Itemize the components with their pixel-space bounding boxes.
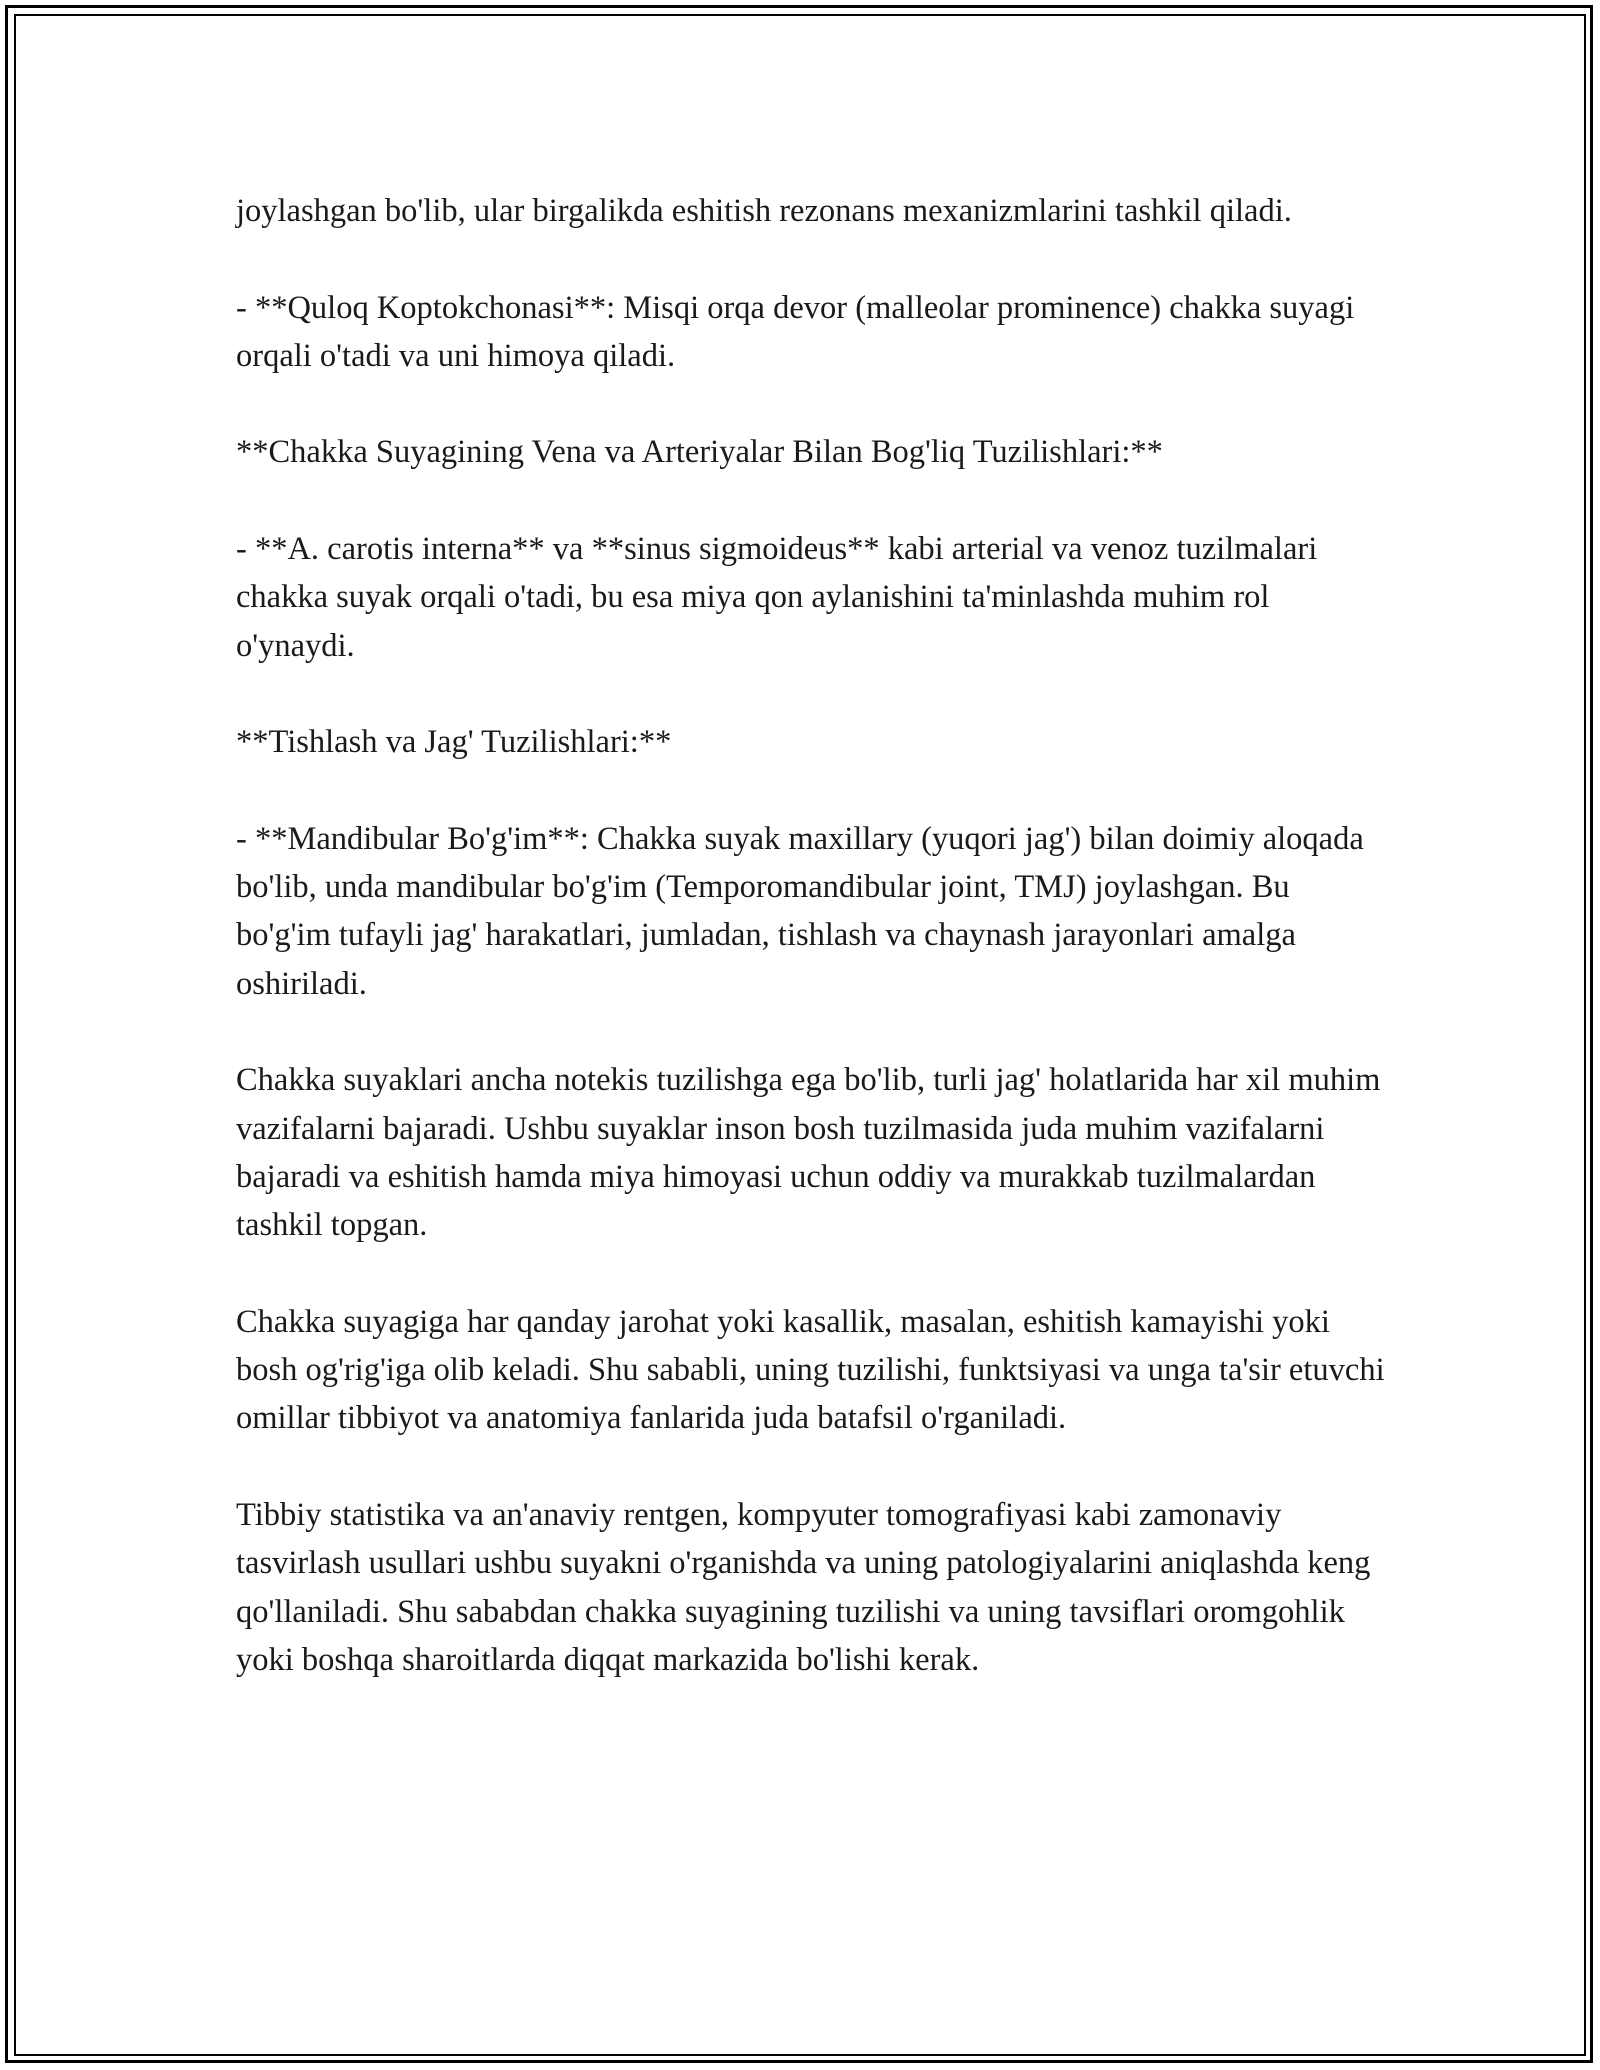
paragraph-carotis-sinus: - **A. carotis interna** va **sinus sigmoideus** kabi arterial va venoz tuzilmalari chakka suyak orqali o'tadi, bu esa miya qon aylanishini ta'minlashda muhim rol o'ynaydi. xyxy=(236,531,1318,664)
heading-vessels: **Chakka Suyagining Vena va Arteriyalar Bilan Bog'liq Tuzilishlari:** xyxy=(236,434,1163,471)
paragraph-hearing-resonance: joylashgan bo'lib, ular birgalikda eshitish rezonans mexanizmlarini tashkil qiladi. xyxy=(236,193,1292,229)
paragraph-bone-functions: Chakka suyaklari ancha notekis tuzilishga ega bo'lib, turli jag' holatlarida har xil muhim vazifalarni bajaradi. Ushbu suyaklar inson bosh tuzilmasida juda muhim vazifalarni bajaradi va eshitish hamda miya himoyasi uchun oddiy va murakkab tuzilmalardan tashkil topgan. xyxy=(236,1062,1381,1244)
paragraph-injuries: Chakka suyagiga har qanday jarohat yoki kasallik, masalan, eshitish kamayishi yoki bosh og'rig'iga olib keladi. Shu sababli, uning tuzilishi, funktsiyasi va unga ta'sir etuvchi omillar tibbiyot va anatomiya fanlarida juda batafsil o'rganiladi. xyxy=(236,1303,1385,1437)
paragraph-ear-ossicle: - **Quloq Koptokchonasi**: Misqi orqa devor (malleolar prominence) chakka suyagi orqali o'tadi va uni himoya qiladi. xyxy=(236,289,1355,374)
paragraph-mandibular-joint: - **Mandibular Bo'g'im**: Chakka suyak maxillary (yuqori jag') bilan doimiy aloqada bo'lib, unda mandibular bo'g'im (Temporomandibular joint, TMJ) joylashgan. Bu bo'g'im tufayli jag' harakatlari, jumladan, tishlash va chaynash jarayonlari amalga oshiriladi. xyxy=(236,820,1364,1002)
paragraph-imaging: Tibbiy statistika va an'anaviy rentgen, kompyuter tomografiyasi kabi zamonaviy tasvirlash usullari ushbu suyakni o'rganishda va uning patologiyalarini aniqlashda keng qo'llaniladi. Shu sababdan chakka suyagining tuzilishi va uning tavsiflari oromgohlik yoki boshqa sharoitlarda diqqat markazida bo'lishi kerak. xyxy=(236,1497,1371,1678)
heading-jaw: **Tishlash va Jag' Tuzilishlari:** xyxy=(236,724,672,761)
document-body xyxy=(236,187,1386,1684)
